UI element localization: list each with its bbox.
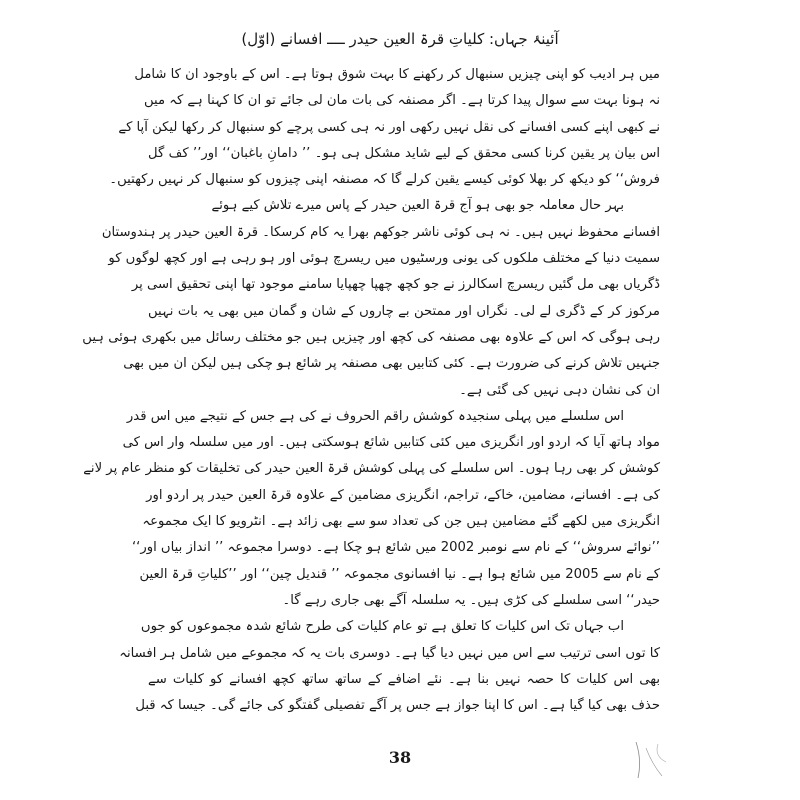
text-line: بھی اس کلیات کا حصہ نہیں بنا ہے۔ نئے اضافے کے ساتھ ساتھ کچھ افسانے کو کلیات سے — [148, 671, 660, 687]
paragraph-1 — [109, 62, 660, 193]
text-line: بہر حال معاملہ جو بھی ہو آج قرۃ العین حیدر کے پاس میرے تلاش کیے ہوئے — [211, 198, 624, 214]
text-line: رہی ہوگی کہ اس کے علاوہ بھی مصنفہ کی کچھ اور چیزیں ہیں جو مختلف رسائل میں بکھری ہوئی ہیں — [82, 329, 660, 345]
text-line: ’’نوائے سروش‘‘ کے نام سے نومبر 2002 میں شائع ہو چکا ہے۔ دوسرا مجموعہ ’’ انداز بیاں اور‘‘ — [131, 540, 660, 556]
page-body — [82, 62, 660, 719]
text-line: فروش‘‘ کو دیکھ کر بھلا کوئی کیسے یقین کرلے گا کہ مصنفہ اپنی چیزوں کو سنبھال کر نہیں رکھتیں۔ — [109, 172, 660, 188]
page-number: 38 — [388, 748, 412, 767]
text-line: انگریزی میں لکھے گئے مضامین ہیں جن کی تعداد سو سے بھی زائد ہے۔ انٹرویو کا ایک مجموعہ — [142, 514, 660, 530]
paragraph-2 — [82, 193, 660, 403]
text-line: جنہیں تلاش کرنے کی ضرورت ہے۔ کئی کتابیں بھی مصنفہ پر شائع ہو چکی ہیں لیکن ان میں بھی — [123, 356, 660, 372]
text-line: افسانے محفوظ نہیں ہیں۔ نہ ہی کوئی ناشر جوکھم بھرا یہ کام کرسکا۔ قرۃ العین حیدر پر ہندوستان — [101, 224, 660, 240]
text-line: مواد ہاتھ آیا کہ اردو اور انگریزی میں کئی کتابیں شائع ہوسکتی ہیں۔ اور میں سلسلہ وار اس کی — [122, 435, 660, 451]
text-line: اب جہاں تک اس کلیات کا تعلق ہے تو عام کلیات کی طرح شائع شدہ مجموعوں کو جوں — [140, 619, 624, 635]
text-line: اس بیان پر یقین کرنا کسی محقق کے لیے شاید مشکل ہی ہو۔ ’’ دامانِ باغبان‘‘ اور’’ کف گل — [148, 145, 660, 161]
text-line: نہ ہونا بہت سے سوال پیدا کرتا ہے۔ اگر مصنفہ کی بات مان لی جائے تو ان کا کہنا ہے کہ میں — [143, 93, 660, 109]
text-line: ڈگریاں بھی مل گئیں ریسرچ اسکالرز نے جو کچھ چھپا چھپایا سامنے موجود تھا اپنی تحقیق اسی پر — [131, 277, 660, 293]
text-line: سمیت دنیا کے مختلف ملکوں کی یونی ورسٹیوں میں ریسرچ ہوئی اور ہو رہی ہے اور کچھ لوگوں کو — [108, 251, 660, 267]
paragraph-3 — [83, 404, 660, 614]
text-line: نے کبھی اپنے کسی افسانے کی نقل نہیں رکھی اور نہ ہی کسی پرچے کو سنبھال کر رکھا لیکن آپا کے — [118, 119, 660, 135]
text-line: ان کی نشان دہی نہیں کی گئی ہے۔ — [459, 382, 660, 398]
text-line: حذف بھی کیا گیا ہے۔ اس کا اپنا جواز ہے جس پر آگے تفصیلی گفتگو کی جائے گی۔ جیسا کہ قبل — [135, 698, 660, 714]
text-line: حیدر‘‘ اسی سلسلے کی کڑی ہیں۔ یہ سلسلہ آگے بھی جاری رہے گا۔ — [282, 592, 660, 608]
running-header: آئینۂ جہاں: کلیاتِ قرۃ العین حیدر ــــ افسانے (اوّل) — [241, 30, 559, 48]
text-line: کے نام سے 2005 میں شائع ہوا ہے۔ نیا افسانوی مجموعہ ’’ قندیل چین‘‘ اور ’’کلیاتِ قرۃ العین — [139, 566, 660, 582]
text-line: کوشش کر بھی رہا ہوں۔ اس سلسلے کی پہلی کوشش قرۃ العین حیدر کی تخلیقات کو منظر عام پر لانے — [83, 461, 660, 477]
text-line: اس سلسلے میں پہلی سنجیدہ کوشش راقم الحروف نے کی ہے جس کے نتیجے میں اس قدر — [126, 408, 624, 424]
paragraph-4 — [119, 614, 660, 719]
text-line: کا توں اسی ترتیب سے اس میں نہیں دیا گیا ہے۔ دوسری بات یہ کہ مجموعے میں شامل ہر افسانہ — [119, 645, 660, 661]
text-line: کی ہے۔ افسانے، مضامین، خاکے، تراجم، انگریزی مضامین کے علاوہ قرۃ العین حیدر پر اردو اور — [146, 487, 660, 503]
text-line: میں ہر ادیب کو اپنی چیزیں سنبھال کر رکھنے کا بہت شوق ہوتا ہے۔ اس کے باوجود ان کا شامل — [134, 67, 660, 82]
page-edge-mark — [632, 740, 672, 780]
text-line: مرکوز کر کے ڈگری لے لی۔ نگراں اور ممتحن بے چاروں کے شان و گمان میں بھی یہ بات نہیں — [148, 303, 660, 319]
